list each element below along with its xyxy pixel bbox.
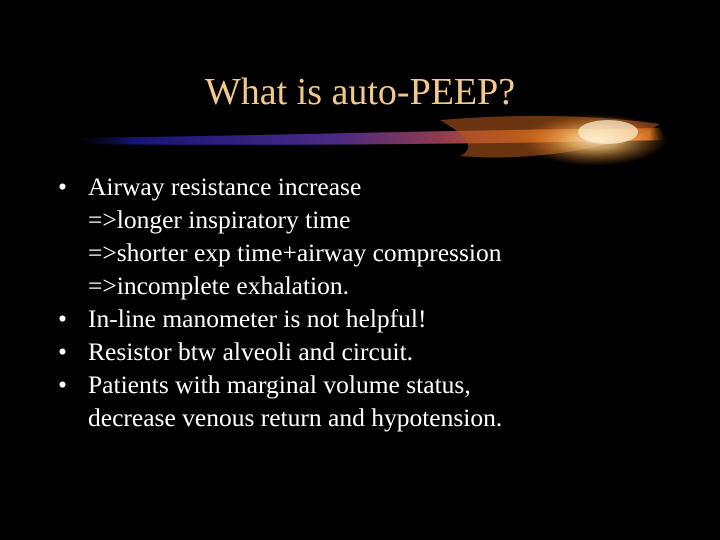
bullet-dot-icon: •	[58, 337, 67, 366]
bullet-dot-icon: •	[58, 370, 67, 399]
bullet-item	[58, 302, 698, 335]
bullet-item	[58, 335, 698, 368]
bullet-text: =>incomplete exhalation.	[88, 271, 350, 300]
bullet-item	[58, 368, 698, 434]
bullet-text: In-line manometer is not helpful!	[88, 304, 427, 333]
bullet-text: Resistor btw alveoli and circuit.	[88, 337, 414, 366]
bullet-text: decrease venous return and hypotension.	[88, 403, 503, 432]
bullet-text: =>longer inspiratory time	[88, 205, 351, 234]
bullet-dot-icon: •	[58, 172, 67, 201]
bullet-list	[58, 170, 698, 434]
bullet-text: Patients with marginal volume status,	[88, 370, 471, 399]
bullet-dot-icon: •	[58, 304, 67, 333]
slide-title: What is auto-PEEP?	[204, 71, 516, 113]
decorative-gradient-bar	[60, 110, 670, 174]
bullet-text: =>shorter exp time+airway compression	[88, 238, 502, 267]
bullet-text: Airway resistance increase	[88, 172, 362, 201]
bullet-item	[58, 170, 698, 302]
